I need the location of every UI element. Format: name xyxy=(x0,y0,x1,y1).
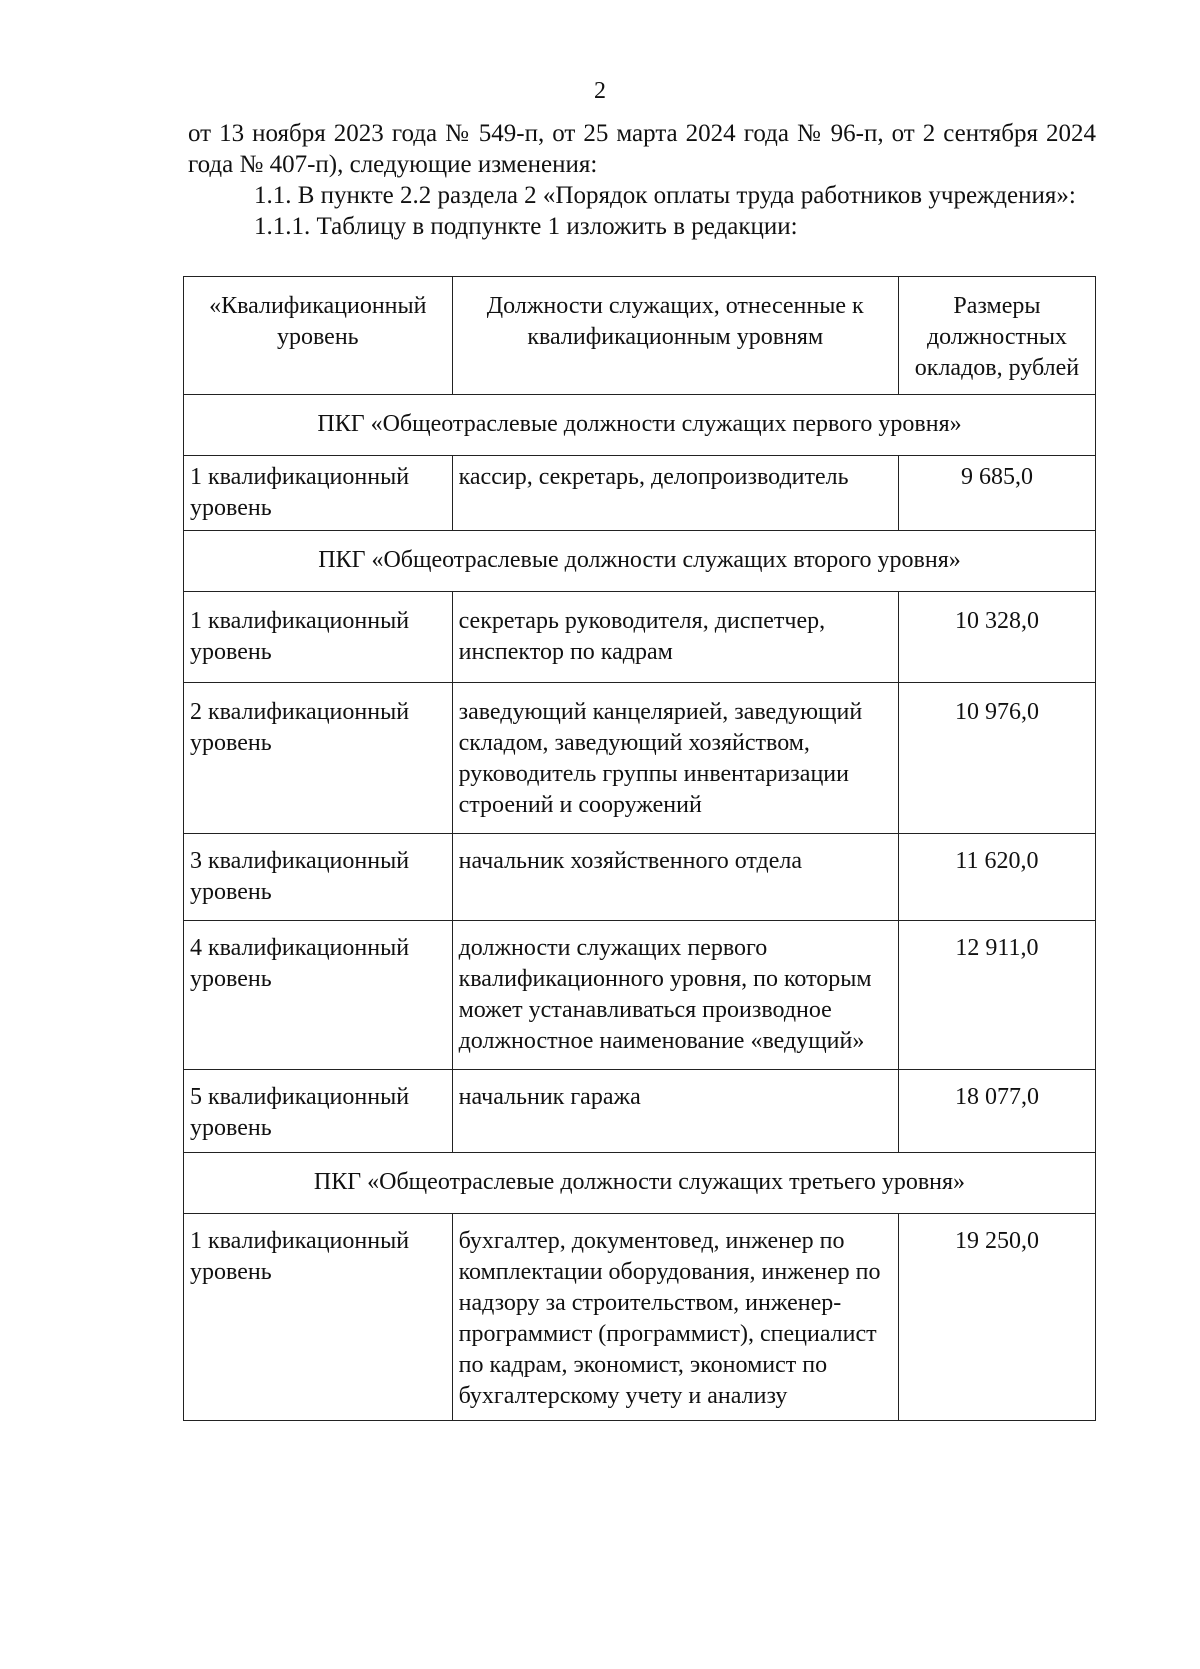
group-title: ПКГ «Общеотраслевые должности служащих первого уровня» xyxy=(184,395,1096,456)
cell-positions: начальник гаража xyxy=(452,1070,898,1153)
table-row xyxy=(184,834,1096,921)
header-positions: Должности служащих, отнесенные к квалификационным уровням xyxy=(452,277,898,395)
salary-table xyxy=(183,276,1096,1421)
paragraph-point-1-1-1: 1.1.1. Таблицу в подпункте 1 изложить в редакции: xyxy=(254,213,798,240)
group-row xyxy=(184,531,1096,592)
cell-positions: секретарь руководителя, диспетчер, инспектор по кадрам xyxy=(452,592,898,683)
cell-salary: 10 328,0 xyxy=(898,592,1095,683)
table-row xyxy=(184,683,1096,834)
cell-salary: 11 620,0 xyxy=(898,834,1095,921)
cell-positions: начальник хозяйственного отдела xyxy=(452,834,898,921)
cell-salary: 19 250,0 xyxy=(898,1214,1095,1421)
cell-level: 5 квалификационный уровень xyxy=(184,1070,453,1153)
table-row xyxy=(184,592,1096,683)
cell-level: 1 квалификационный уровень xyxy=(184,456,453,531)
table-header-row xyxy=(184,277,1096,395)
cell-salary: 10 976,0 xyxy=(898,683,1095,834)
group-row xyxy=(184,395,1096,456)
header-salary: Размеры должностных окладов, рублей xyxy=(898,277,1095,395)
cell-positions: кассир, секретарь, делопроизводитель xyxy=(452,456,898,531)
group-title: ПКГ «Общеотраслевые должности служащих второго уровня» xyxy=(184,531,1096,592)
page-number: 2 xyxy=(594,78,606,104)
table-row xyxy=(184,921,1096,1070)
cell-level: 2 квалификационный уровень xyxy=(184,683,453,834)
cell-positions: заведующий канцелярией, заведующий складом, заведующий хозяйством, руководитель группы инвентаризации строений и сооружений xyxy=(452,683,898,834)
cell-level: 4 квалификационный уровень xyxy=(184,921,453,1070)
table-row xyxy=(184,456,1096,531)
cell-level: 1 квалификационный уровень xyxy=(184,592,453,683)
table-row xyxy=(184,1070,1096,1153)
cell-level: 1 квалификационный уровень xyxy=(184,1214,453,1421)
group-row xyxy=(184,1153,1096,1214)
paragraph-amendments: от 13 ноября 2023 года № 549-п, от 25 марта 2024 года № 96-п, от 2 сентября 2024 года № 407-п), следующие изменения: xyxy=(188,120,1096,178)
cell-salary: 9 685,0 xyxy=(898,456,1095,531)
cell-salary: 18 077,0 xyxy=(898,1070,1095,1153)
table-row xyxy=(184,1214,1096,1421)
header-qualification-level: «Квалификационный уровень xyxy=(184,277,453,395)
group-title: ПКГ «Общеотраслевые должности служащих третьего уровня» xyxy=(184,1153,1096,1214)
cell-positions: бухгалтер, документовед, инженер по комплектации оборудования, инженер по надзору за строительством, инженер-программист (программист), специалист по кадрам, экономист, экономист по бухгалтерскому учету и анализу xyxy=(452,1214,898,1421)
cell-salary: 12 911,0 xyxy=(898,921,1095,1070)
cell-positions: должности служащих первого квалификационного уровня, по которым может устанавливаться производное должностное наименование «ведущий» xyxy=(452,921,898,1070)
intro-text xyxy=(188,118,1096,242)
cell-level: 3 квалификационный уровень xyxy=(184,834,453,921)
paragraph-point-1-1: 1.1. В пункте 2.2 раздела 2 «Порядок оплаты труда работников учреждения»: xyxy=(254,182,1076,209)
